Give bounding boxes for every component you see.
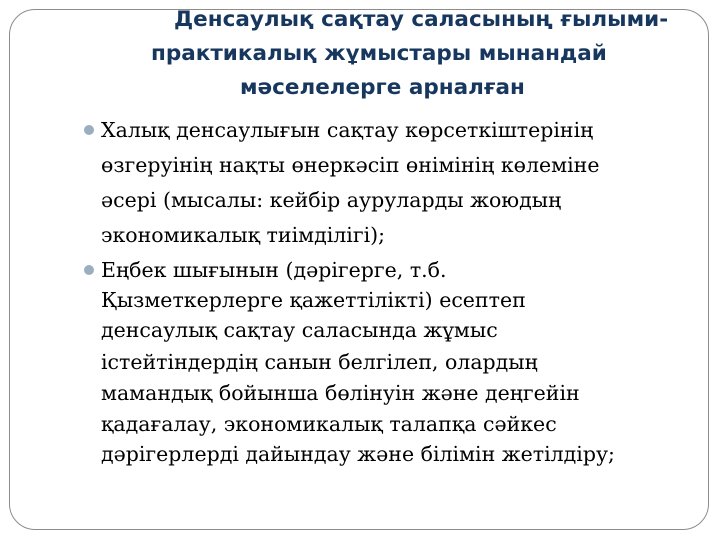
bullet-2-line-4: істейтіндердің санын белгілеп, олардың: [101, 350, 538, 374]
title-line-3: мәселелерге арналған: [240, 75, 525, 100]
bullet-1-line-2: өзгеруінің нақты өнеркәсіп өнімінің көлеміне: [101, 153, 600, 177]
bullet-1-line-4: экономикалық тиімділігі);: [101, 223, 386, 247]
bullet-marker-icon: [84, 125, 94, 135]
title-line-1: Денсаулық сақтау саласының ғылыми-: [174, 7, 669, 32]
bullet-2-line-2: Қызметкерлерге қажеттілікті) есептеп: [101, 288, 526, 312]
bullet-2-line-7: дәрігерлерді дайындау және білімін жетілдіру;: [101, 442, 615, 466]
bullet-2-line-3: денсаулық сақтау саласында жұмыс: [101, 318, 498, 342]
bullet-1-line-3: әсері (мысалы: кейбір ауруларды жоюдың: [101, 188, 562, 212]
bullet-2-line-1: Еңбек шығынын (дәрігерге, т.б.: [101, 258, 447, 282]
title-line-2: практикалық жұмыстары мынандай: [151, 41, 607, 66]
bullet-1-line-1: Халық денсаулығын сақтау көрсеткіштерінің: [101, 118, 594, 142]
bullet-2-line-6: қадағалау, экономикалық талапқа сәйкес: [101, 412, 557, 436]
bullet-marker-icon: [84, 265, 94, 275]
bullet-2-line-5: мамандық бойынша бөлінуін және деңгейін: [101, 381, 580, 405]
